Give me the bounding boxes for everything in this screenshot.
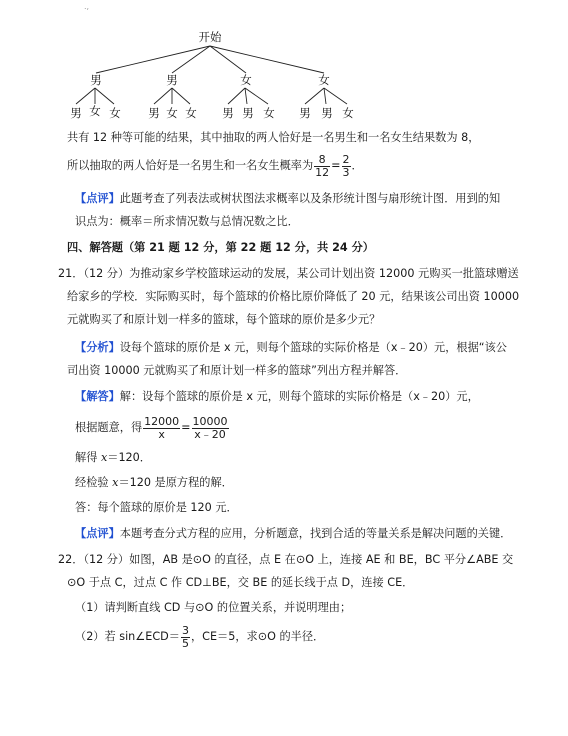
fraction-numerator: 8	[314, 154, 330, 167]
tree-l2-node: 男	[222, 106, 234, 120]
part2-fraction	[181, 625, 190, 650]
tree-l2-node: 男	[148, 106, 160, 120]
tree-l2-node: 女	[89, 104, 101, 118]
tree-root: 开始	[198, 30, 222, 44]
q21-solution-line1	[75, 390, 479, 404]
q22-line2: ⊙O 于点 C，过点 C 作 CD⊥BE，交 BE 的延长线于点 D，连接 CE．	[67, 576, 414, 589]
tree-l2-node: 男	[321, 106, 333, 120]
tree-l2-node: 女	[166, 106, 178, 120]
q20-line2	[67, 152, 363, 180]
tree-l1-node: 女	[240, 73, 252, 87]
part2-text: （2）若 sin∠ECD＝	[75, 630, 180, 643]
fraction-numerator: 2	[342, 152, 350, 166]
section-heading: 四、解答题（第 21 题 12 分，第 22 题 12 分，共 24 分）	[67, 241, 374, 254]
q21-analysis-line1	[75, 341, 507, 355]
q21-line1: 21．（12 分）为推动家乡学校篮球运动的发展，某公司计划出资 12000 元购买一批篮球赠送	[58, 267, 519, 280]
comment-text: 本题考查分式方程的应用，分析题意，找到合适的等量关系是解决问题的关键．	[119, 527, 512, 540]
q22-line1: 22．（12 分）如图，AB 是⊙O 的直径，点 E 在⊙O 上，连接 AE 和 BE，BC 平分∠ABE 交	[58, 553, 514, 566]
equation-intro: 根据题意，得	[75, 421, 143, 434]
tree-l2-node: 男	[70, 106, 82, 120]
q21-equation-line	[75, 413, 230, 443]
part2-text-end: ，CE＝5，求⊙O 的半径．	[190, 630, 325, 643]
tree-l2-node: 女	[185, 106, 197, 120]
analysis-tag: 【分析】	[75, 341, 120, 354]
comment-tag: 【点评】	[75, 192, 120, 205]
q20-fraction-1	[314, 154, 330, 179]
equals-sign: =	[181, 421, 191, 434]
q21-solve-line	[75, 451, 151, 465]
q21-comment-line	[75, 527, 511, 541]
q20-line2-end: ．	[351, 159, 363, 172]
tree-l1-node: 男	[166, 73, 178, 87]
tree-l2-node: 男	[242, 106, 254, 120]
comment-text: 此题考查了列表法或树状图法求概率以及条形统计图与扇形统计图．用到的知	[119, 192, 501, 205]
equals-sign: =	[331, 159, 341, 172]
q21-answer-line: 答：每个篮球的原价是 120 元．	[75, 501, 238, 514]
fraction-numerator: 3	[181, 623, 189, 637]
q20-comment-line2: 识点为：概率＝所求情况数与总情况数之比．	[75, 215, 299, 228]
solution-text: 解：设每个篮球的原价是 x 元，则每个篮球的实际价格是（x﹣20）元，	[119, 390, 479, 403]
tree-l1-node: 女	[318, 73, 330, 87]
tree-l2-node: 女	[263, 106, 275, 120]
fraction-denominator: 5	[181, 636, 189, 650]
tree-l2-node: 女	[342, 106, 354, 120]
tree-l1-node: 男	[90, 73, 102, 87]
tree-l2-node: 女	[109, 106, 121, 120]
fraction-denominator: 12	[315, 165, 330, 179]
fraction-denominator: x	[158, 427, 165, 441]
variable-x: x	[100, 451, 108, 464]
analysis-text: 设每个篮球的原价是 x 元，则每个篮球的实际价格是（x﹣20）元，根据“该公	[119, 341, 507, 354]
q21-line2: 给家乡的学校．实际购买时，每个篮球的价格比原价降低了 20 元，结果该公司出资 10000	[67, 290, 520, 303]
tree-diagram	[0, 0, 568, 125]
q20-fraction-2	[342, 154, 351, 179]
q21-analysis-line2: 司出资 10000 元就购买了和原计划一样多的篮球”列出方程并解答．	[67, 364, 407, 377]
q21-line3: 元就购买了和原计划一样多的篮球，每个篮球的原价是多少元？	[67, 313, 381, 326]
q20-line2-text: 所以抽取的两人恰好是一名男生和一名女生概率为	[67, 159, 314, 172]
solve-result: ＝120．	[107, 451, 151, 464]
solution-tag: 【解答】	[75, 390, 120, 403]
q20-comment-line1	[75, 192, 500, 206]
fraction-denominator: x﹣20	[194, 427, 226, 441]
check-result: ＝120 是原方程的解．	[118, 476, 233, 489]
check-text: 经检验	[75, 476, 113, 489]
tree-l2-node: 男	[299, 106, 311, 120]
q20-line1: 共有 12 种等可能的结果，其中抽取的两人恰好是一名男生和一名女生结果数为 8，	[67, 131, 480, 144]
q21-check-line	[75, 476, 233, 490]
fraction-numerator: 12000	[144, 414, 180, 428]
variable-x: x	[112, 476, 119, 489]
q22-part2	[75, 622, 324, 652]
q22-part1: （1）请判断直线 CD 与⊙O 的位置关系，并说明理由；	[75, 601, 352, 614]
fraction-denominator: 3	[342, 165, 350, 179]
comment-tag: 【点评】	[75, 527, 120, 540]
solve-text: 解得	[75, 451, 101, 464]
fraction-numerator: 10000	[192, 414, 228, 428]
corner-mark: .,	[84, 2, 90, 11]
equation-right-fraction	[192, 416, 229, 441]
equation-left-fraction	[143, 416, 180, 441]
